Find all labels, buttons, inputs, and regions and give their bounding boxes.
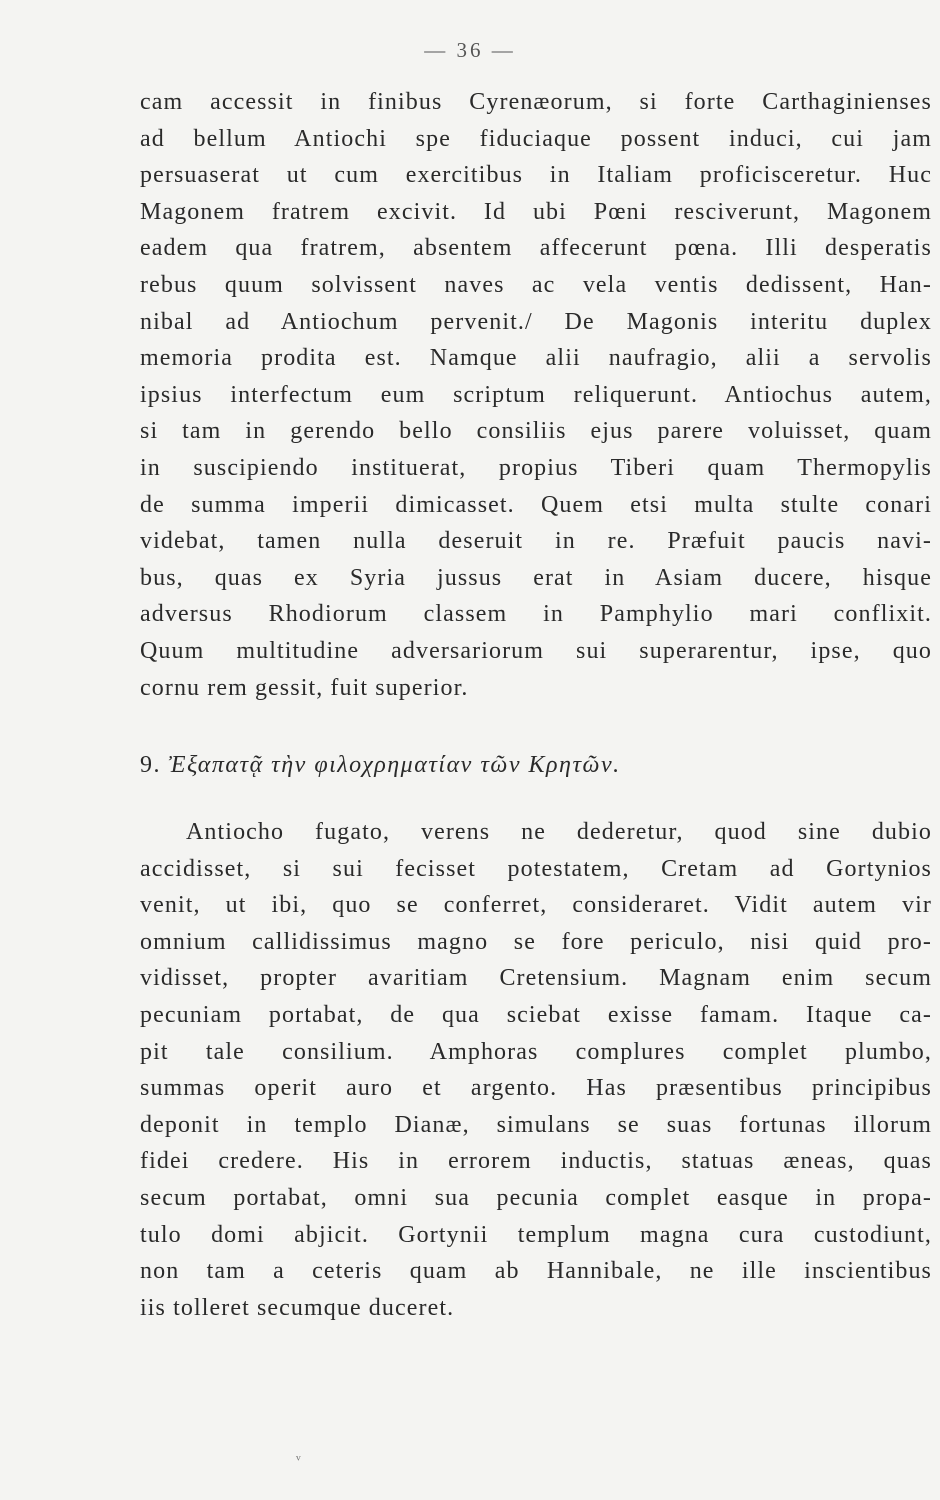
- text-line: tulo domi abjicit. Gortynii templum magna cura custodiunt,: [140, 1221, 932, 1248]
- text-line: secum portabat, omni sua pecunia complet easque in propa-: [140, 1184, 932, 1211]
- text-line: cam accessit in finibus Cyrenæorum, si forte Carthaginienses: [140, 89, 932, 115]
- text-line: persuaserat ut cum exercitibus in Italiam proficisceretur. Huc: [140, 162, 932, 189]
- section-number: 9.: [140, 752, 161, 778]
- text-line: in suscipiendo instituerat, propius Tiberi quam Thermopylis: [140, 454, 932, 481]
- text-line: deponit in templo Dianæ, simulans se suas fortunas illorum: [140, 1111, 932, 1138]
- paragraph-1: [140, 84, 932, 706]
- page-number: — 36 —: [424, 38, 516, 62]
- text-line: ipsius interfectum eum scriptum reliquerunt. Antiochus autem,: [140, 381, 932, 408]
- text-line: rebus quum solvissent naves ac vela ventis dedissent, Han-: [140, 271, 932, 298]
- text-line: eadem qua fratrem, absentem affecerunt pœna. Illi desperatis: [140, 235, 932, 262]
- text-line: venit, ut ibi, quo se conferret, consideraret. Vidit autem vir: [140, 892, 932, 919]
- section-title: Ἐξαπατᾷ τὴν φιλοχρηματίαν τῶν Κρητῶν.: [168, 752, 621, 778]
- text-line: omnium callidissimus magno se fore periculo, nisi quid pro-: [140, 928, 932, 955]
- text-line: summas operit auro et argento. Has præsentibus principibus: [140, 1075, 932, 1102]
- text-line: Magonem fratrem excivit. Id ubi Pœni resciverunt, Magonem: [140, 198, 932, 225]
- footer-mark: ᵛ: [296, 1452, 301, 1469]
- section-heading: [140, 752, 621, 779]
- text-line: pecuniam portabat, de qua sciebat exisse famam. Itaque ca-: [140, 1001, 932, 1028]
- text-line: Quum multitudine adversariorum sui superarentur, ipse, quo: [140, 637, 932, 664]
- text-line: si tam in gerendo bello consiliis ejus parere voluisset, quam: [140, 418, 932, 445]
- text-line: fidei credere. His in errorem inductis, statuas æneas, quas: [140, 1148, 932, 1175]
- text-line: videbat, tamen nulla deseruit in re. Præfuit paucis navi-: [140, 528, 932, 555]
- text-line: non tam a ceteris quam ab Hannibale, ne ille inscientibus: [140, 1258, 932, 1285]
- text-line: iis tolleret secumque duceret.: [140, 1294, 455, 1321]
- text-line: vidisset, propter avaritiam Cretensium. Magnam enim secum: [140, 965, 932, 992]
- text-line: adversus Rhodiorum classem in Pamphylio mari conflixit.: [140, 601, 932, 628]
- text-line: accidisset, si sui fecisset potestatem, Cretam ad Gortynios: [140, 855, 932, 882]
- text-line: pit tale consilium. Amphoras complures complet plumbo,: [140, 1038, 932, 1065]
- text-line: ad bellum Antiochi spe fiduciaque possent induci, cui jam: [140, 125, 932, 152]
- text-line: memoria prodita est. Namque alii naufragio, alii a servolis: [140, 345, 932, 372]
- paragraph-2: [140, 814, 932, 1326]
- text-line: cornu rem gessit, fuit superior.: [140, 674, 469, 701]
- text-line: nibal ad Antiochum pervenit./ De Magonis interitu duplex: [140, 308, 932, 335]
- text-line: bus, quas ex Syria jussus erat in Asiam ducere, hisque: [140, 564, 932, 591]
- text-line: Antiocho fugato, verens ne dederetur, quod sine dubio: [186, 819, 932, 845]
- text-line: de summa imperii dimicasset. Quem etsi multa stulte conari: [140, 491, 932, 518]
